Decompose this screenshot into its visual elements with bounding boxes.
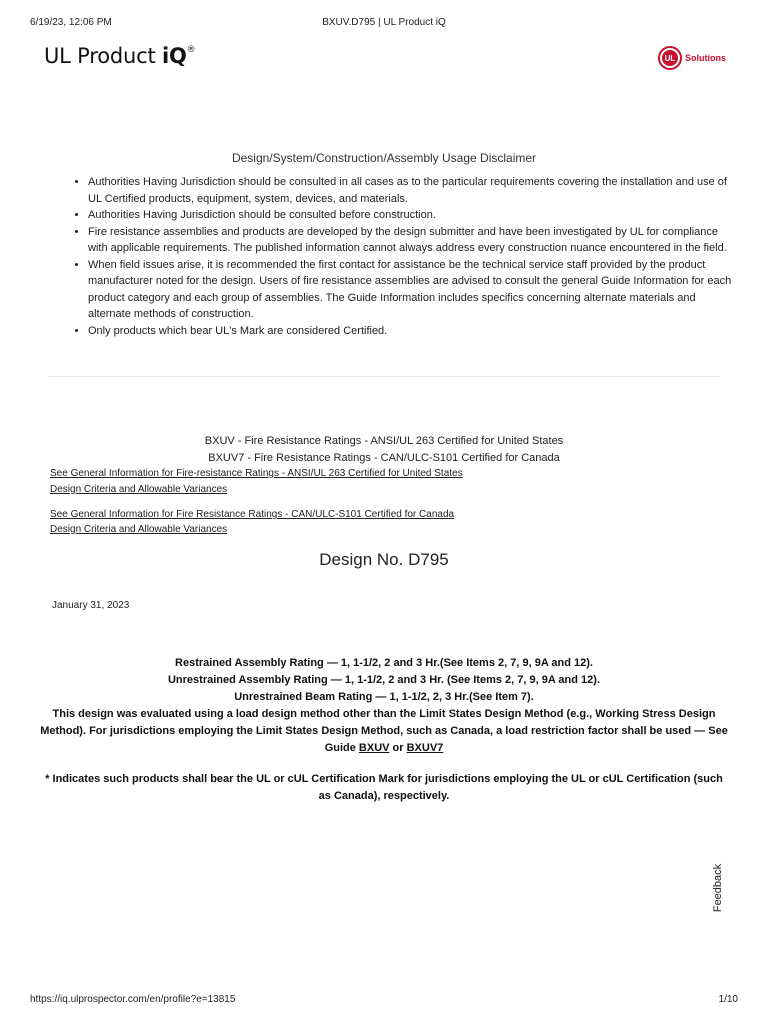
design-method-text: This design was evaluated using a load design method other than the Limit States Design Method (e.g., Working Stress Design Method). For jurisdictions employing the Limit States Design Method, such as Canada, a load restriction factor shall be used — See Guide	[40, 708, 728, 754]
brand-logo[interactable]	[44, 44, 726, 68]
print-url: https://iq.ulprospector.com/en/profile?e=13815	[30, 994, 236, 1005]
print-page-title: BXUV.D795 | UL Product iQ	[322, 17, 446, 28]
design-method-note	[40, 706, 728, 757]
category-canada: BXUV7 - Fire Resistance Ratings - CAN/ULC-S101 Certified for Canada	[208, 452, 560, 464]
certification-note: * Indicates such products shall bear the UL or cUL Certification Mark for jurisdictions employing the UL or cUL Certification (such as Canada), respectively.	[45, 773, 723, 802]
category-us: BXUV - Fire Resistance Ratings - ANSI/UL 263 Certified for United States	[204, 435, 564, 447]
brand-iq: iQ	[161, 44, 187, 68]
unrestrained-rating: Unrestrained Assembly Rating — 1, 1-1/2, 2 and 3 Hr. (See Items 2, 7, 9, 9A and 12).	[167, 674, 600, 686]
disclaimer-title: Design/System/Construction/Assembly Usage Disclaimer	[231, 151, 537, 165]
logo-row	[44, 44, 726, 84]
brand-registered-mark: ®	[186, 45, 196, 55]
disclaimer-item: • Authorities Having Jurisdiction should be consulted in all cases as to the particular requirements covering the installation and use of UL Certified products, equipment, system, devices, and materials.	[88, 174, 738, 207]
print-page-number: 1/10	[718, 994, 738, 1005]
link-bxuv[interactable]: BXUV	[358, 742, 390, 754]
link-us-general-info[interactable]: See General Information for Fire-resistance Ratings - ANSI/UL 263 Certified for United States	[50, 468, 463, 479]
spacer	[40, 757, 728, 771]
ul-mark-icon	[658, 46, 682, 70]
feedback-tab[interactable]	[708, 860, 728, 916]
restrained-rating: Restrained Assembly Rating — 1, 1-1/2, 2 and 3 Hr.(See Items 2, 7, 9, 9A and 12).	[175, 657, 593, 669]
ul-solutions-text: Solutions	[685, 53, 726, 63]
design-title: Design No. D795	[319, 550, 449, 569]
link-us-design-criteria[interactable]: Design Criteria and Allowable Variances	[50, 484, 228, 495]
link-bxuv7[interactable]: BXUV7	[406, 742, 444, 754]
or-text: or	[389, 742, 407, 754]
disclaimer-item: • When field issues arise, it is recommended the first contact for assistance be the technical service staff provided by the product manufacturer noted for the design. Users of fire resistance assemblies are advised to consult the general Guide Information for each product category and each group of assemblies. The Guide Information includes specifics concerning alternate materials and alternate methods of construction.	[88, 257, 738, 323]
ul-mark-text: UL	[662, 50, 678, 66]
disclaimer-list	[70, 174, 738, 339]
beam-rating: Unrestrained Beam Rating — 1, 1-1/2, 2, 3 Hr.(See Item 7).	[234, 691, 534, 703]
design-date: January 31, 2023	[52, 600, 130, 611]
ul-solutions-logo[interactable]	[658, 46, 726, 70]
brand-prefix: UL Product	[44, 44, 162, 68]
print-datetime: 6/19/23, 12:06 PM	[30, 17, 112, 28]
disclaimer-item: • Authorities Having Jurisdiction should be consulted before construction.	[88, 207, 738, 224]
feedback-label: Feedback	[712, 863, 724, 913]
section-divider	[48, 376, 720, 377]
ratings-block	[40, 655, 728, 805]
disclaimer-item: • Fire resistance assemblies and products are developed by the design submitter and have been investigated by UL for compliance with applicable requirements. The published information cannot always address every construction nuance encountered in the field.	[88, 224, 738, 257]
disclaimer-item: • Only products which bear UL's Mark are considered Certified.	[88, 323, 738, 340]
link-canada-general-info[interactable]: See General Information for Fire Resistance Ratings - CAN/ULC-S101 Certified for Canada	[50, 509, 455, 520]
link-canada-design-criteria[interactable]: Design Criteria and Allowable Variances	[50, 524, 228, 535]
